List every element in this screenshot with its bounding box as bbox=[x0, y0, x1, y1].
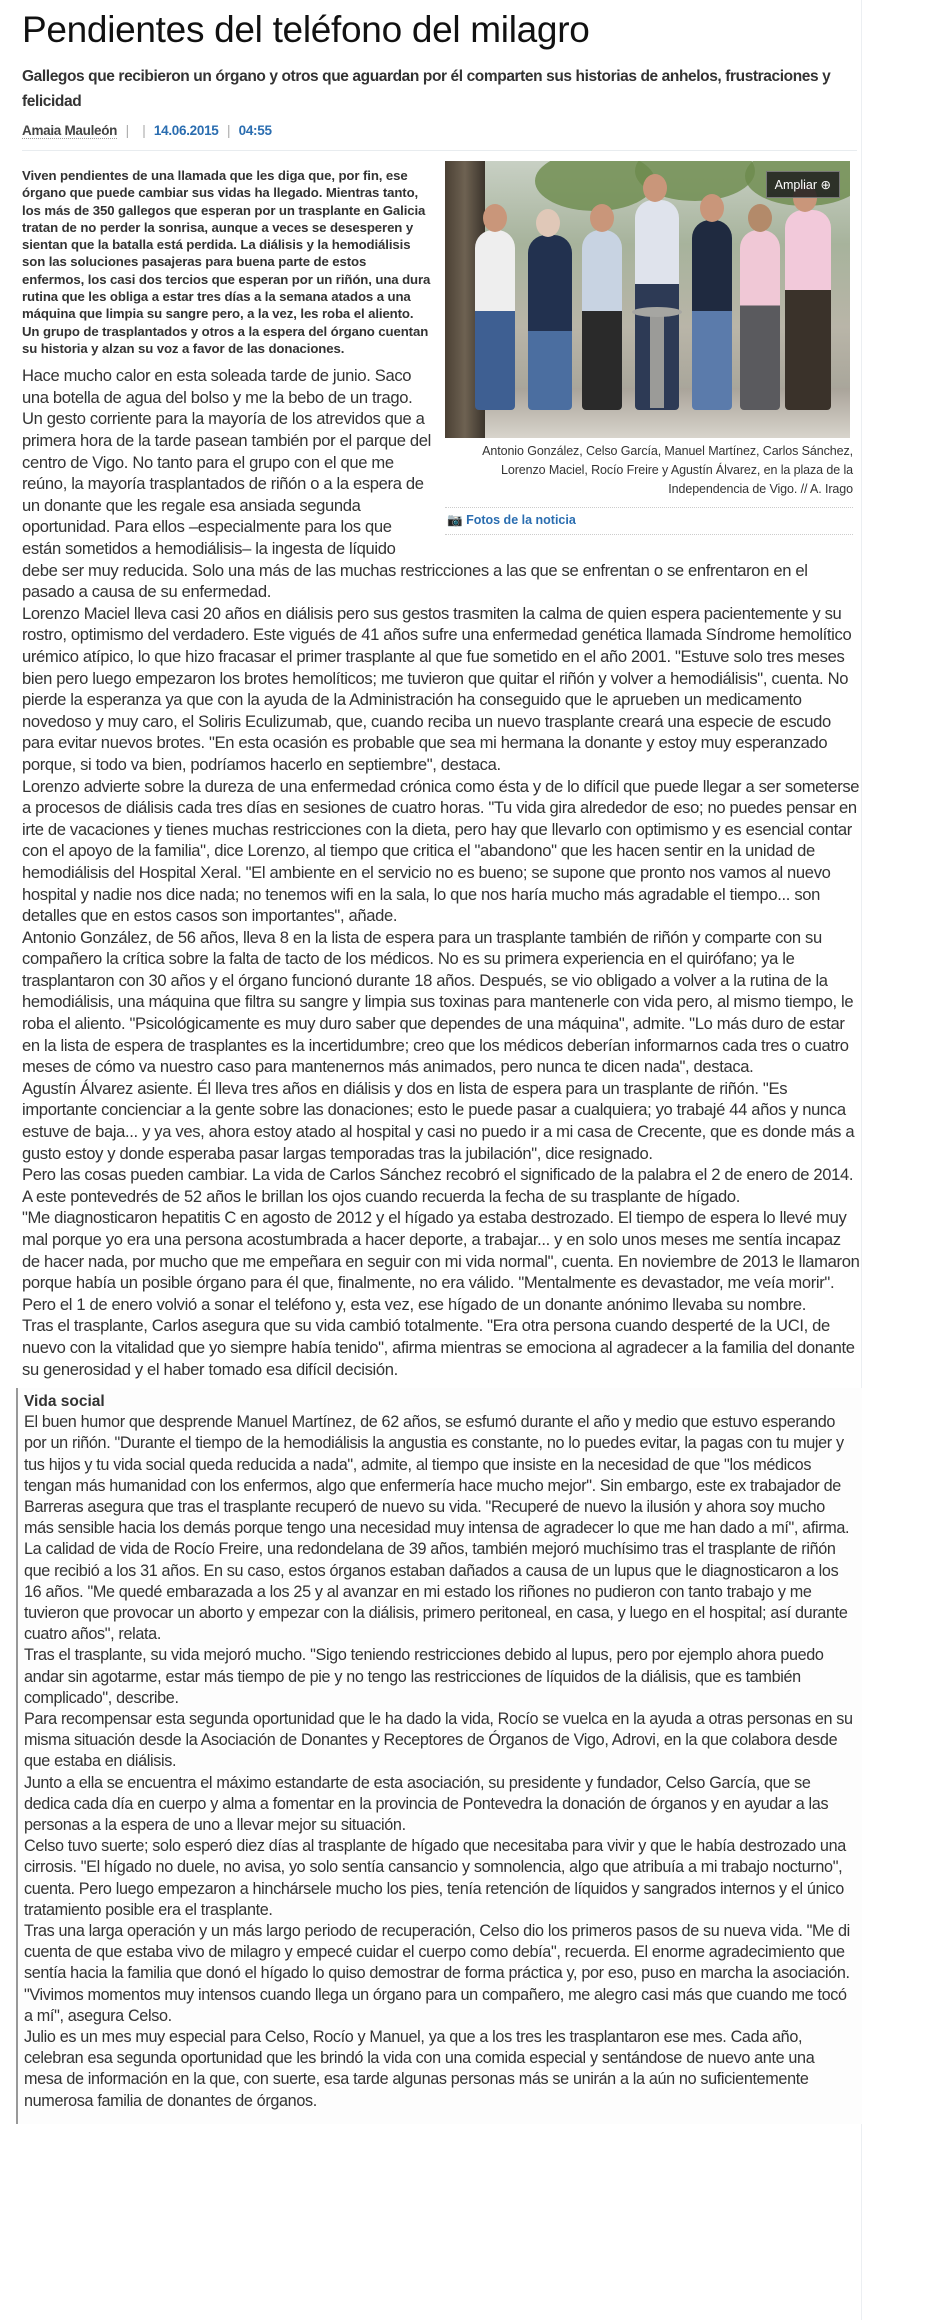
sidebox-paragraph: El buen humor que desprende Manuel Martínez, de 62 años, se esfumó durante el año y medio que estuvo esperando por un riñón. "Durante el tiempo de la hemodiálisis la angustia es constante, no lo puedes evitar, la pagas con tu mujer y tus hijos y tu vida social queda reducida a nada", admite, al tiempo que insiste en la necesidad de que "los médicos tengan más humanidad con los enfermos, algo que enfermería hace mucho mejor". Sin embargo, este ex trabajador de Barreras asegura que tras el trasplante recuperó de nuevo su vida. "Recuperé de nuevo la ilusión y ahora soy mucho más sensible hacia los demás porque tengo una necesidad muy intensa de agradecer lo que me han dado a mí", afirma. bbox=[24, 1413, 850, 1538]
article-title: Pendientes del teléfono del milagro bbox=[22, 9, 590, 50]
photo-person-head bbox=[748, 204, 772, 232]
photo-block bbox=[445, 161, 853, 535]
sidebox-paragraph: Tras una larga operación y un más largo periodo de recuperación, Celso dio los primeros pasos de su nueva vida. "Me di cuenta de que estaba vivo de milagro y empecé cuidar el cuerpo como debía", recuerda. El enorme agradecimiento que sentía hacia la familia que donó el hígado lo quiso demostrar de forma práctica y, por eso, puso en marcha la asociación. "Vivimos momentos muy intensos cuando llega un órgano para un compañero, me alegro casi más que cuando me tocó a mí", asegura Celso. bbox=[24, 1922, 850, 2025]
byline-separator: | bbox=[142, 123, 146, 138]
body-paragraph: Antonio González, de 56 años, lleva 8 en la lista de espera para un trasplante también de riñón y comparte con su compañero la crítica sobre la falta de tacto de los médicos. No es su primera experiencia en el quirófano; ya le trasplantaron con 30 años y el órgano funcionó durante 18 años. Después, se vio obligado a volver a la rutina de la hemodiálisis, una máquina que filtra su sangre y limpia sus toxinas para mantenerle con vida pero, al mismo tiempo, le roba el aliento. "Psicológicamente es muy duro saber que dependes de una máquina", admite. "Lo más duro de estar en la lista de espera de trasplantes es la incertidumbre; creo que los médicos deberían informarnos cada tres o cuatro meses de cómo va nuestro caso para mantenernos más animados, pero nunca te dicen nada", destaca. bbox=[22, 927, 854, 1077]
body-paragraph: Pero las cosas pueden cambiar. La vida de Carlos Sánchez recobró el significado de la palabra el 2 de enero de 2014. A este pontevedrés de 52 años le brillan los ojos cuando recuerda la fecha de su trasplante de hígado. bbox=[22, 1165, 854, 1206]
camera-icon: 📷 bbox=[447, 513, 463, 527]
body-paragraph: Tras el trasplante, Carlos asegura que su vida cambió totalmente. "Era otra persona cuando desperté de la UCI, de nuevo con la vitalidad que yo siempre había tenido", afirma mientras se emociona al agradecer a la familia del donante su generosidad y el haber tomado esa difícil decisión. bbox=[22, 1316, 855, 1379]
photo-person-head bbox=[590, 204, 614, 232]
enlarge-label: Ampliar bbox=[774, 178, 818, 192]
photo-fountain bbox=[650, 313, 664, 408]
photo-person bbox=[528, 235, 572, 410]
photo-person bbox=[692, 220, 732, 410]
body-paragraph: Lorenzo Maciel lleva casi 20 años en diálisis pero sus gestos trasmiten la calma de quien espera pacientemente y su rostro, optimismo del verdadero. Este vigués de 41 años sufre una enfermedad genética llamada Síndrome hemolítico urémico atípico, lo que hizo fracasar el primer trasplante al que fue sometido en el año 2001. "Estuve solo tres meses bien pero luego empezaron los brotes hemolíticos; me tuvieron que quitar el riñón y volver a hemodiálisis", cuenta. No pierde la esperanza ya que con la ayuda de la Administración ha conseguido que le aprueben un medicamento novedoso y muy caro, el Soliris Eculizumab, que, cuando reciba un nuevo trasplante creará una especie de escudo para evitar nuevos brotes. "En esta ocasión es probable que sea mi hermana la donante y estoy muy esperanzado porque, si todo va bien, podríamos hacerlo en septiembre", destaca. bbox=[22, 603, 852, 774]
publish-date: 14.06.2015 bbox=[153, 123, 219, 138]
photo-person bbox=[582, 230, 622, 410]
publish-time: 04:55 bbox=[238, 123, 272, 138]
photo-person-head bbox=[643, 174, 667, 202]
sidebox-paragraph: Para recompensar esta segunda oportunidad que le ha dado la vida, Rocío se vuelca en la ayuda a otras personas en su misma situación desde la Asociación de Donantes y Receptores de Órganos de Vigo, Adrovi, en la que colabora desde que estaba en diálisis. bbox=[24, 1710, 853, 1771]
photo-person bbox=[740, 230, 780, 410]
byline bbox=[22, 122, 861, 140]
sidebox-vida-social bbox=[16, 1388, 862, 2124]
photo-person-head bbox=[536, 209, 560, 237]
sidebox-heading: Vida social bbox=[24, 1393, 105, 1411]
article-lead: Viven pendientes de una llamada que les diga que, por fin, ese órgano que puede cambiar sus vidas ha llegado. Mientras tanto, los más de 350 gallegos que esperan por un trasplante en Galicia tratan de no perder la sonrisa, aunque a veces se desesperen y sientan que la batalla está perdida. La diálisis y la hemodiálisis son las soluciones pasajeras para buena parte de estos enfermos, los casi dos tercios que esperan por un riñón, una dura rutina que les obliga a estar tres días a la semana atados a una máquina que limpia su sangre pero, a la vez, les roba el aliento. Un grupo de trasplantados y otros a la espera del órgano cuentan su historia y alzan su voz a favor de las donaciones. bbox=[22, 168, 431, 356]
body-paragraph: Hace mucho calor en esta soleada tarde de junio. Saco una botella de agua del bolso y me la bebo de un trago. Un gesto corriente para la mayoría de los atrevidos que a primera hora de la tarde pasean también por el parque del centro de Vigo. No tanto para el grupo con el que me reúno, la mayoría trasplantados de riñón o a la espera de un donante que les regale esa ansiada segunda oportunidad. Para ellos –especialmente para los que están sometidos a hemodiálisis– la ingesta de líquido debe ser muy reducida. Solo una más de las muchas restricciones a las que se enfrentan o se enfrentaron en el pasado a causa de su enfermedad. bbox=[22, 366, 808, 602]
photo-person-head bbox=[483, 204, 507, 232]
enlarge-photo-button[interactable] bbox=[766, 171, 840, 198]
photo-person-head bbox=[700, 194, 724, 222]
photo-person bbox=[475, 230, 515, 410]
body-paragraph: "Me diagnosticaron hepatitis C en agosto de 2012 y el hígado ya estaba destrozado. El tiempo de espera lo llevé muy mal porque yo era una persona acostumbrada a hacer deporte, a trabajar... y en solo unos meses me sentía incapaz de hacer nada, por mucho que me empeñara en seguir con mi vida normal", cuenta. En noviembre de 2013 le llamaron porque había un posible órgano para él que, finalmente, no era válido. "Mentalmente es devastador, me veía morir". Pero el 1 de enero volvió a sonar el teléfono y, esta vez, ese hígado de un donante anónimo llevaba su nombre. bbox=[22, 1208, 860, 1314]
sidebox-paragraph: Tras el trasplante, su vida mejoró mucho. "Sigo teniendo restricciones debido al lupus, pero por ejemplo ahora puedo andar sin agotarme, estar más tiempo de pie y no tengo las restricciones de líquidos de la diálisis, que es también complicado", describe. bbox=[24, 1646, 824, 1707]
author-link[interactable]: Amaia Mauleón bbox=[22, 123, 118, 138]
gallery-link-label: Fotos de la noticia bbox=[466, 513, 576, 527]
photo-gallery-link[interactable] bbox=[445, 507, 853, 535]
sidebox-paragraph: Junto a ella se encuentra el máximo estandarte de esta asociación, su presidente y fundador, Celso García, que se dedica cada día en cuerpo y alma a fomentar en la provincia de Pontevedra la donación de órganos y en ayudar a las personas a la espera de uno a llevar mejor su situación. bbox=[24, 1773, 829, 1835]
header-divider bbox=[22, 150, 857, 151]
article-subtitle: Gallegos que recibieron un órgano y otros que aguardan por él comparten sus historias de anhelos, frustraciones y felicidad bbox=[22, 68, 831, 110]
body-paragraph: Lorenzo advierte sobre la dureza de una enfermedad crónica como ésta y de lo difícil que puede llegar a ser someterse a procesos de diálisis cada tres días en sesiones de cuatro horas. "Tu vida gira alrededor de eso; no puedes pensar en irte de vacaciones y tienes muchas restricciones con la dieta, pero hay que llevarlo con optimismo y es esencial contar con el apoyo de la familia", dice Lorenzo, al tiempo que critica el "abandono" que les hacen sentir en la unidad de hemodiálisis del Hospital Xeral. "El ambiente en el servicio no es bueno; se supone que pronto nos vamos al nuevo hospital y nadie nos dice nada; no tenemos wifi en la sala, lo que nos haría mucho más agradable el tiempo... son detalles que en estos casos son importantes", añade. bbox=[22, 776, 860, 926]
byline-separator: | bbox=[125, 123, 129, 138]
magnifier-plus-icon: ⊕ bbox=[820, 178, 831, 192]
photo-person bbox=[785, 210, 831, 410]
sidebox-paragraph: La calidad de vida de Rocío Freire, una redondelana de 39 años, también mejoró muchísimo tras el trasplante de riñón que recibió a los 31 años. En su caso, estos órganos estaban dañados a causa de un lupus que le diagnosticaron a los 16 años. "Me quedé embarazada a los 25 y al avanzar en mi estado los riñones no pudieron con tanto trabajo y me tuvieron que provocar un aborto y empezar con la diálisis, primero peritoneal, en casa, y luego en el hospital; así durante cuatro años", relata. bbox=[24, 1540, 848, 1644]
byline-separator: | bbox=[226, 123, 231, 138]
article-photo[interactable] bbox=[445, 161, 850, 438]
sidebox-paragraph: Julio es un mes muy especial para Celso, Rocío y Manuel, ya que a los tres les trasplantaron ese mes. Cada año, celebran esa segunda oportunidad que les brindó la vida con una comida especial y sentándose de nuevo ante una mesa de información en la que, con suerte, esa tarde algunas personas más se unirán a la aún no suficientemente numerosa familia de donantes de órganos. bbox=[24, 2028, 815, 2110]
photo-caption: Antonio González, Celso García, Manuel Martínez, Carlos Sánchez, Lorenzo Maciel, Rocío Freire y Agustín Álvarez, en la plaza de la Independencia de Vigo. // A. Irago bbox=[482, 444, 853, 496]
sidebox-paragraph: Celso tuvo suerte; solo esperó diez días al trasplante de hígado que necesitaba para vivir y que le había destrozado una cirrosis. "El hígado no duele, no avisa, yo solo sentía cansancio y somnolencia, algo que atribuía a mi trabajo nocturno", cuenta. Pero luego empezaron a hinchársele mucho los pies, tenía retención de líquidos y sangrados internos y el único tratamiento posible era el trasplante. bbox=[24, 1837, 846, 1919]
body-paragraph: Agustín Álvarez asiente. Él lleva tres años en diálisis y dos en lista de espera para un trasplante de riñón. "Es importante concienciar a la gente sobre las donaciones; esto le puede pasar a cualquiera; yo trabajé 44 años y nunca estuve de baja... y ya ves, ahora estoy atado al hospital y casi no puedo ir a mi casa de Crecente, que es donde más a gusto estoy y donde esperaba pasar largas temporadas tras la jubilación", dice resignado. bbox=[22, 1078, 855, 1163]
